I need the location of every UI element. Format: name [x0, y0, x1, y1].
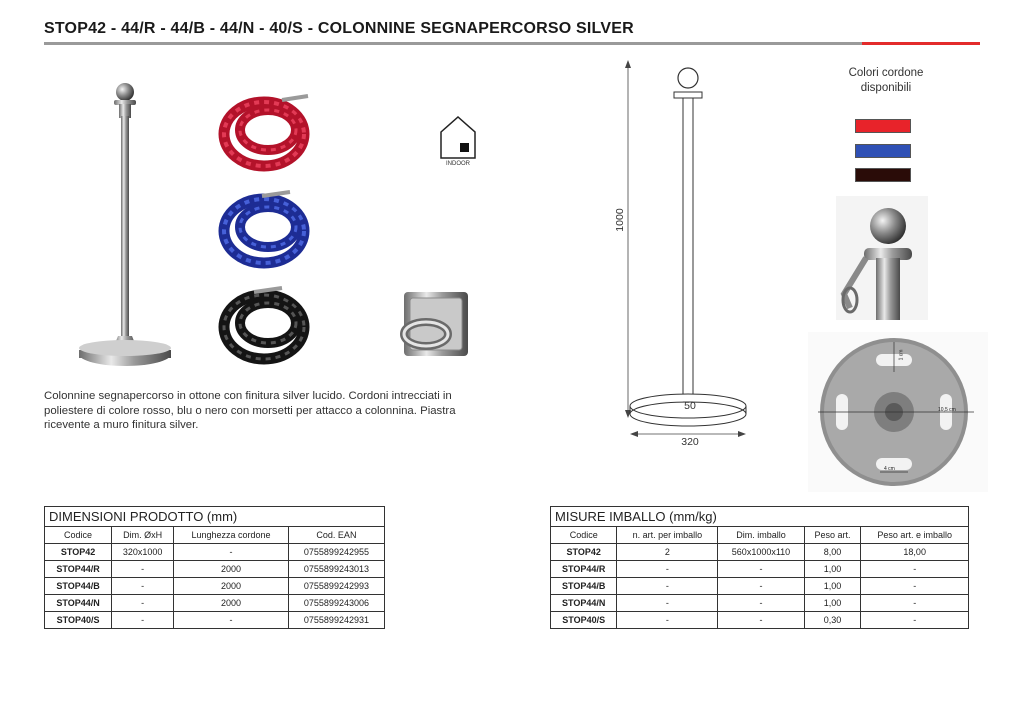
column-header: Codice: [551, 527, 617, 544]
plate-annotation-a: 10,5 cm: [938, 407, 956, 413]
packaging-table-caption: MISURE IMBALLO (mm/kg): [551, 507, 969, 527]
height-dimension-wrap: [600, 200, 640, 240]
table-cell: 0755899242931: [288, 612, 384, 629]
product-code-cell: STOP44/N: [551, 595, 617, 612]
table-header-row: [551, 527, 969, 544]
product-code-cell: STOP44/R: [45, 561, 112, 578]
table-row: [551, 578, 969, 595]
table-row: [551, 544, 969, 561]
table-cell: -: [174, 544, 289, 561]
wall-plate-image: [396, 286, 476, 362]
pole-dimension-label: 50: [684, 400, 696, 412]
table-cell: -: [617, 612, 718, 629]
blue-rope-image: [212, 186, 320, 272]
technical-drawing: [606, 56, 756, 452]
product-code-cell: STOP44/B: [551, 578, 617, 595]
table-cell: -: [718, 561, 804, 578]
table-cell: -: [861, 561, 969, 578]
table-row: [551, 561, 969, 578]
table-cell: 1,00: [804, 595, 861, 612]
header-rule: [44, 42, 862, 45]
table-cell: 2000: [174, 561, 289, 578]
table-cell: -: [718, 612, 804, 629]
table-cell: 2000: [174, 595, 289, 612]
table-cell: 0755899242955: [288, 544, 384, 561]
product-code-cell: STOP40/S: [551, 612, 617, 629]
product-code-cell: STOP44/N: [45, 595, 112, 612]
column-header: Dim. imballo: [718, 527, 804, 544]
table-cell: -: [174, 612, 289, 629]
table-row: [45, 612, 385, 629]
table-cell: 560x1000x110: [718, 544, 804, 561]
table-cell: -: [861, 612, 969, 629]
packaging-table: [550, 506, 969, 629]
black-rope-image: [212, 280, 320, 368]
table-cell: 1,00: [804, 578, 861, 595]
table-cell: -: [718, 595, 804, 612]
table-cell: 1,00: [804, 561, 861, 578]
post-top-detail-image: [836, 196, 928, 320]
product-code-cell: STOP42: [551, 544, 617, 561]
table-cell: 0,30: [804, 612, 861, 629]
column-header: Codice: [45, 527, 112, 544]
table-cell: 320x1000: [112, 544, 174, 561]
product-code-cell: STOP42: [45, 544, 112, 561]
indoor-house-icon: [438, 114, 478, 160]
table-cell: -: [617, 595, 718, 612]
blue-color-swatch: [855, 144, 911, 158]
table-cell: -: [861, 595, 969, 612]
table-cell: -: [718, 578, 804, 595]
table-cell: -: [112, 561, 174, 578]
table-cell: -: [112, 612, 174, 629]
column-header: n. art. per imballo: [617, 527, 718, 544]
column-header: Cod. EAN: [288, 527, 384, 544]
table-cell: -: [861, 578, 969, 595]
product-description: Colonnine segnapercorso in ottone con finitura silver lucido. Cordoni intrecciati in poliestere di colore rosso, blu o nero con morsetti per attacco a colonnina. Piastra ricevente a muro finitura silver.: [44, 390, 456, 431]
column-header: Peso art. e imballo: [861, 527, 969, 544]
product-code-cell: STOP40/S: [45, 612, 112, 629]
table-cell: 0755899243013: [288, 561, 384, 578]
table-cell: -: [617, 578, 718, 595]
table-cell: 2000: [174, 578, 289, 595]
height-dimension-label: 1000: [614, 208, 626, 232]
table-cell: -: [617, 561, 718, 578]
product-code-cell: STOP44/B: [45, 578, 112, 595]
indoor-label: INDOOR: [446, 161, 470, 167]
table-cell: 0755899242993: [288, 578, 384, 595]
dimensions-table: [44, 506, 385, 629]
product-code-cell: STOP44/R: [551, 561, 617, 578]
rope-colors-label: Colori cordone disponibili: [848, 67, 924, 94]
column-header: Dim. ØxH: [112, 527, 174, 544]
table-row: [45, 544, 385, 561]
dimensions-table-caption: DIMENSIONI PRODOTTO (mm): [45, 507, 385, 527]
red-rope-image: [212, 88, 320, 176]
table-row: [45, 561, 385, 578]
plate-annotation-b: 4 cm: [884, 466, 895, 472]
table-row: [45, 578, 385, 595]
header-rule-accent: [862, 42, 980, 45]
red-color-swatch: [855, 119, 911, 133]
table-cell: 18,00: [861, 544, 969, 561]
column-header: Peso art.: [804, 527, 861, 544]
table-row: [45, 595, 385, 612]
table-header-row: [45, 527, 385, 544]
stanchion-image: [70, 78, 182, 372]
table-cell: 0755899243006: [288, 595, 384, 612]
table-row: [551, 612, 969, 629]
column-header: Lunghezza cordone: [174, 527, 289, 544]
plate-annotation-c: 1 cm: [898, 349, 905, 361]
table-cell: -: [112, 595, 174, 612]
base-dimension-label: 320: [681, 436, 699, 448]
table-cell: 2: [617, 544, 718, 561]
page-title: STOP42 - 44/R - 44/B - 44/N - 40/S - COLONNINE SEGNAPERCORSO SILVER: [44, 20, 634, 37]
table-cell: -: [112, 578, 174, 595]
table-row: [551, 595, 969, 612]
table-cell: 8,00: [804, 544, 861, 561]
black-color-swatch: [855, 168, 911, 182]
